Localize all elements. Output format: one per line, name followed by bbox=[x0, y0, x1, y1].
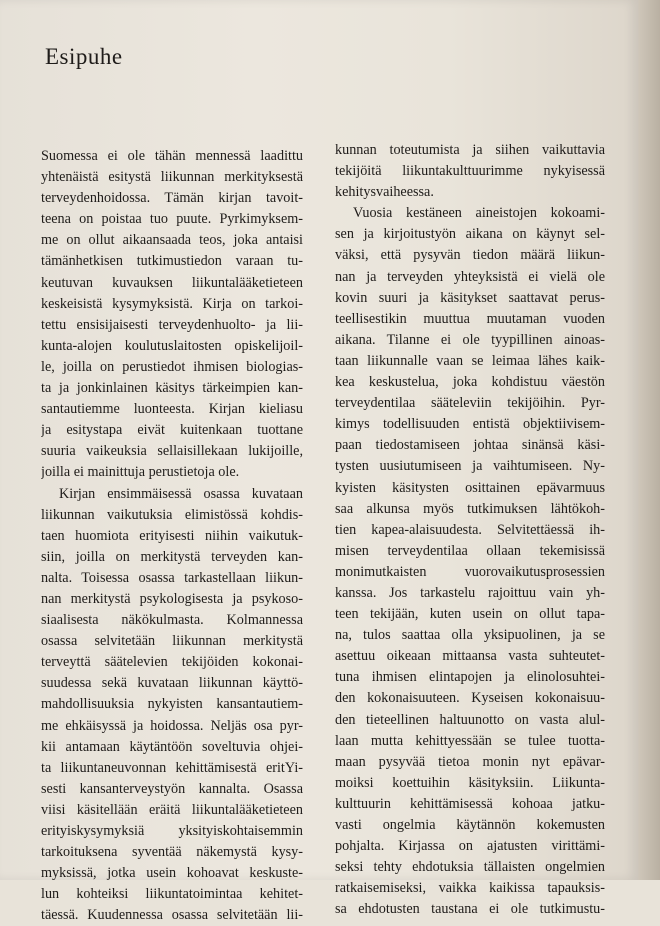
text-line: tekijöitä liikuntakulttuurimme nykyisessä bbox=[335, 163, 605, 180]
text-line: santautiemme luonteesta. Kirjan kieliasu bbox=[41, 401, 303, 418]
text-line: kimys todellisuuden entistä objektiivisem- bbox=[335, 416, 605, 433]
text-line: terveyttä säätelevien tekijöiden kokonai- bbox=[41, 654, 303, 671]
right-text-column bbox=[335, 140, 605, 920]
text-line: nan merkitystä psykologisesta ja psykoso- bbox=[41, 590, 303, 607]
text-line: me on ollut aikaansaada teos, joka antaisi bbox=[41, 232, 303, 249]
page-edge bbox=[638, 0, 660, 880]
text-line: Suomessa ei ole tähän mennessä laadittu bbox=[41, 148, 303, 164]
text-line: ratkaisemiseksi, vaikka kaikissa tapauksis- bbox=[335, 880, 605, 897]
text-line: tien kapea-alaisuudesta. Selvitettäessä ih- bbox=[335, 521, 605, 538]
text-line: mahdollisuuksia nykyisten kansantautiem- bbox=[41, 696, 303, 713]
text-line: tysten uusiutumiseen ja vaihtumiseen. Ny- bbox=[335, 458, 605, 475]
text-line: sen ja kirjoitustyön aikana on käynyt sel- bbox=[335, 226, 605, 243]
text-line: tarkoituksena syventää näkemystä kysy- bbox=[41, 844, 303, 861]
text-line: pohjalta. Kirjassa on ajatusten virittämi- bbox=[335, 838, 605, 855]
text-line: seksi tehty ehdotuksia tällaisten ongelmien bbox=[335, 859, 605, 876]
text-line: myksissä, jotka usein kohoavat keskuste- bbox=[41, 865, 303, 882]
text-line: na, tulos saattaa olla yksipuolinen, ja se bbox=[335, 627, 605, 644]
text-line: tämänhetkisen tutkimustiedon varaan tu- bbox=[41, 253, 303, 270]
text-line: maan pysyvää tietoa monin nyt epävar- bbox=[335, 753, 605, 770]
text-line: paan tiedostamiseen johtaa sinänsä käsi- bbox=[335, 437, 605, 454]
text-line: teena on poistaa tuo puute. Pyrkimyksem- bbox=[41, 211, 303, 228]
text-line: väksi, että pysyvän tiedon määrä liikun- bbox=[335, 247, 605, 264]
text-line: laan mutta kehittyessään se tulee tuotta- bbox=[335, 732, 605, 749]
text-line: moiksi koettuihin käsityksiin. Liikunta- bbox=[335, 774, 605, 791]
text-line: siin, joilla on merkitystä terveyden kan- bbox=[41, 548, 303, 565]
left-text-column bbox=[41, 146, 303, 926]
text-line: kunta-alojen koulutuslaitosten opiskelijoil- bbox=[41, 337, 303, 354]
text-line: vasti ongelmia käytännön kokemusten bbox=[335, 817, 605, 833]
text-line: kanssa. Jos tarkastelu rajoittuu vain yh- bbox=[335, 584, 605, 601]
text-line: erityiskysymyksiä yksityiskohtaisemmin bbox=[41, 823, 303, 839]
text-line: tuna ihmisen elintapojen ja elinolosuhtei- bbox=[335, 669, 605, 686]
text-line: nalta. Toisessa osassa tarkastellaan liikun- bbox=[41, 569, 303, 586]
text-line: teellisestikin muuttua muutaman vuoden bbox=[335, 310, 605, 327]
text-line: aikana. Tilanne ei ole tyypillinen ainoas- bbox=[335, 331, 605, 348]
text-line: den tieteellinen haltuunotto on vasta alul- bbox=[335, 711, 605, 728]
text-line: siaalisesta näkökulmasta. Kolmannessa bbox=[41, 612, 303, 629]
page-title: Esipuhe bbox=[45, 44, 123, 69]
text-line: Vuosia kestäneen aineistojen kokoami- bbox=[353, 205, 605, 222]
text-line: ta ja jonkinlainen käsitys tärkeimpien kan- bbox=[41, 380, 303, 397]
text-line: ja esitystapa eivät kuitenkaan tuottane bbox=[41, 422, 303, 439]
text-line: suuria vaikeuksia sellaisillekaan lukijoille, bbox=[41, 443, 303, 460]
text-line: ta liikuntaneuvonnan kehittämisestä eritYi- bbox=[41, 759, 303, 776]
text-line: misen terveydentilaa ollaan tekemisissä bbox=[335, 542, 605, 559]
text-line: nan ja terveyden yhteyksistä ei vielä ole bbox=[335, 268, 605, 285]
text-line: me ehkäisyssä ja hoidossa. Neljäs osa pyr- bbox=[41, 717, 303, 734]
text-line: liikunnan vaikutuksia elimistössä kohdis- bbox=[41, 506, 303, 523]
text-line: kii antamaan käytäntöön soveltuvia ohjei- bbox=[41, 738, 303, 755]
text-line: täessä. Kuudennessa osassa selvitetään lii- bbox=[41, 907, 303, 924]
text-line: keutuvan kuvauksen liikuntalääketieteen bbox=[41, 274, 303, 291]
text-line: saa alkunsa myös tutkimuksen lähtökoh- bbox=[335, 500, 605, 517]
text-line: sesti kansanterveystyön kannalta. Osassa bbox=[41, 780, 303, 797]
text-line: yhtenäistä esitystä liikunnan merkityksestä bbox=[41, 169, 303, 186]
text-line: suudessa sekä kuvataan liikunnan käyttö- bbox=[41, 675, 303, 692]
text-line: Kirjan ensimmäisessä osassa kuvataan bbox=[59, 485, 303, 502]
text-line: taan liikunnalle vaan se leimaa lähes kaik- bbox=[335, 352, 605, 369]
text-line: kea keskustelua, joka kohdistuu väestön bbox=[335, 374, 605, 391]
text-line: joilla ei mainittuja perustietoja ole. bbox=[41, 464, 240, 481]
text-line: terveydenhoidossa. Tämän kirjan tavoit- bbox=[41, 190, 303, 207]
text-line: monimutkaisten vuorovaikutusprosessien bbox=[335, 563, 605, 580]
text-line: keskeisistä kysymyksistä. Kirja on tarkoi- bbox=[41, 295, 303, 312]
text-line: kunnan toteutumista ja siihen vaikuttavia bbox=[335, 142, 605, 158]
text-line: teen tekijään, kuten usein on ollut tapa- bbox=[335, 606, 605, 623]
text-line: terveydentilaa sääteleviin tekijöihin. Pyr- bbox=[335, 395, 605, 412]
text-line: kehitysvaiheessa. bbox=[335, 184, 434, 201]
text-line: tettu ensisijaisesti terveydenhuolto- ja lii- bbox=[41, 316, 303, 333]
text-line: taen huomiota erityisesti niihin vaikutuk- bbox=[41, 527, 303, 544]
text-line: asettuu oikeaan mittaansa vasta suhteutet- bbox=[335, 648, 605, 665]
text-line: kovin suuri ja käsitykset saattavat perus- bbox=[335, 289, 605, 306]
text-line: viisi käsitellään eräitä liikuntalääketieteen bbox=[41, 801, 303, 818]
text-line: kyisten käsitysten osittainen epävarmuus bbox=[335, 479, 605, 496]
text-line: lun kohteiksi liikuntatoimintaa kehitet- bbox=[41, 886, 303, 903]
text-line: den kokonaisuuteen. Kyseisen kokonaisuu- bbox=[335, 690, 605, 707]
text-line: le, joilla on perustiedot ihmisen biologias- bbox=[41, 358, 303, 375]
text-line: osassa selvitetään liikunnan merkitystä bbox=[41, 633, 303, 650]
text-line: sa ehdotusten taustana ei ole tutkimustu- bbox=[335, 901, 605, 918]
text-line: kulttuurin kehittämisessä kohoaa jatku- bbox=[335, 795, 605, 812]
